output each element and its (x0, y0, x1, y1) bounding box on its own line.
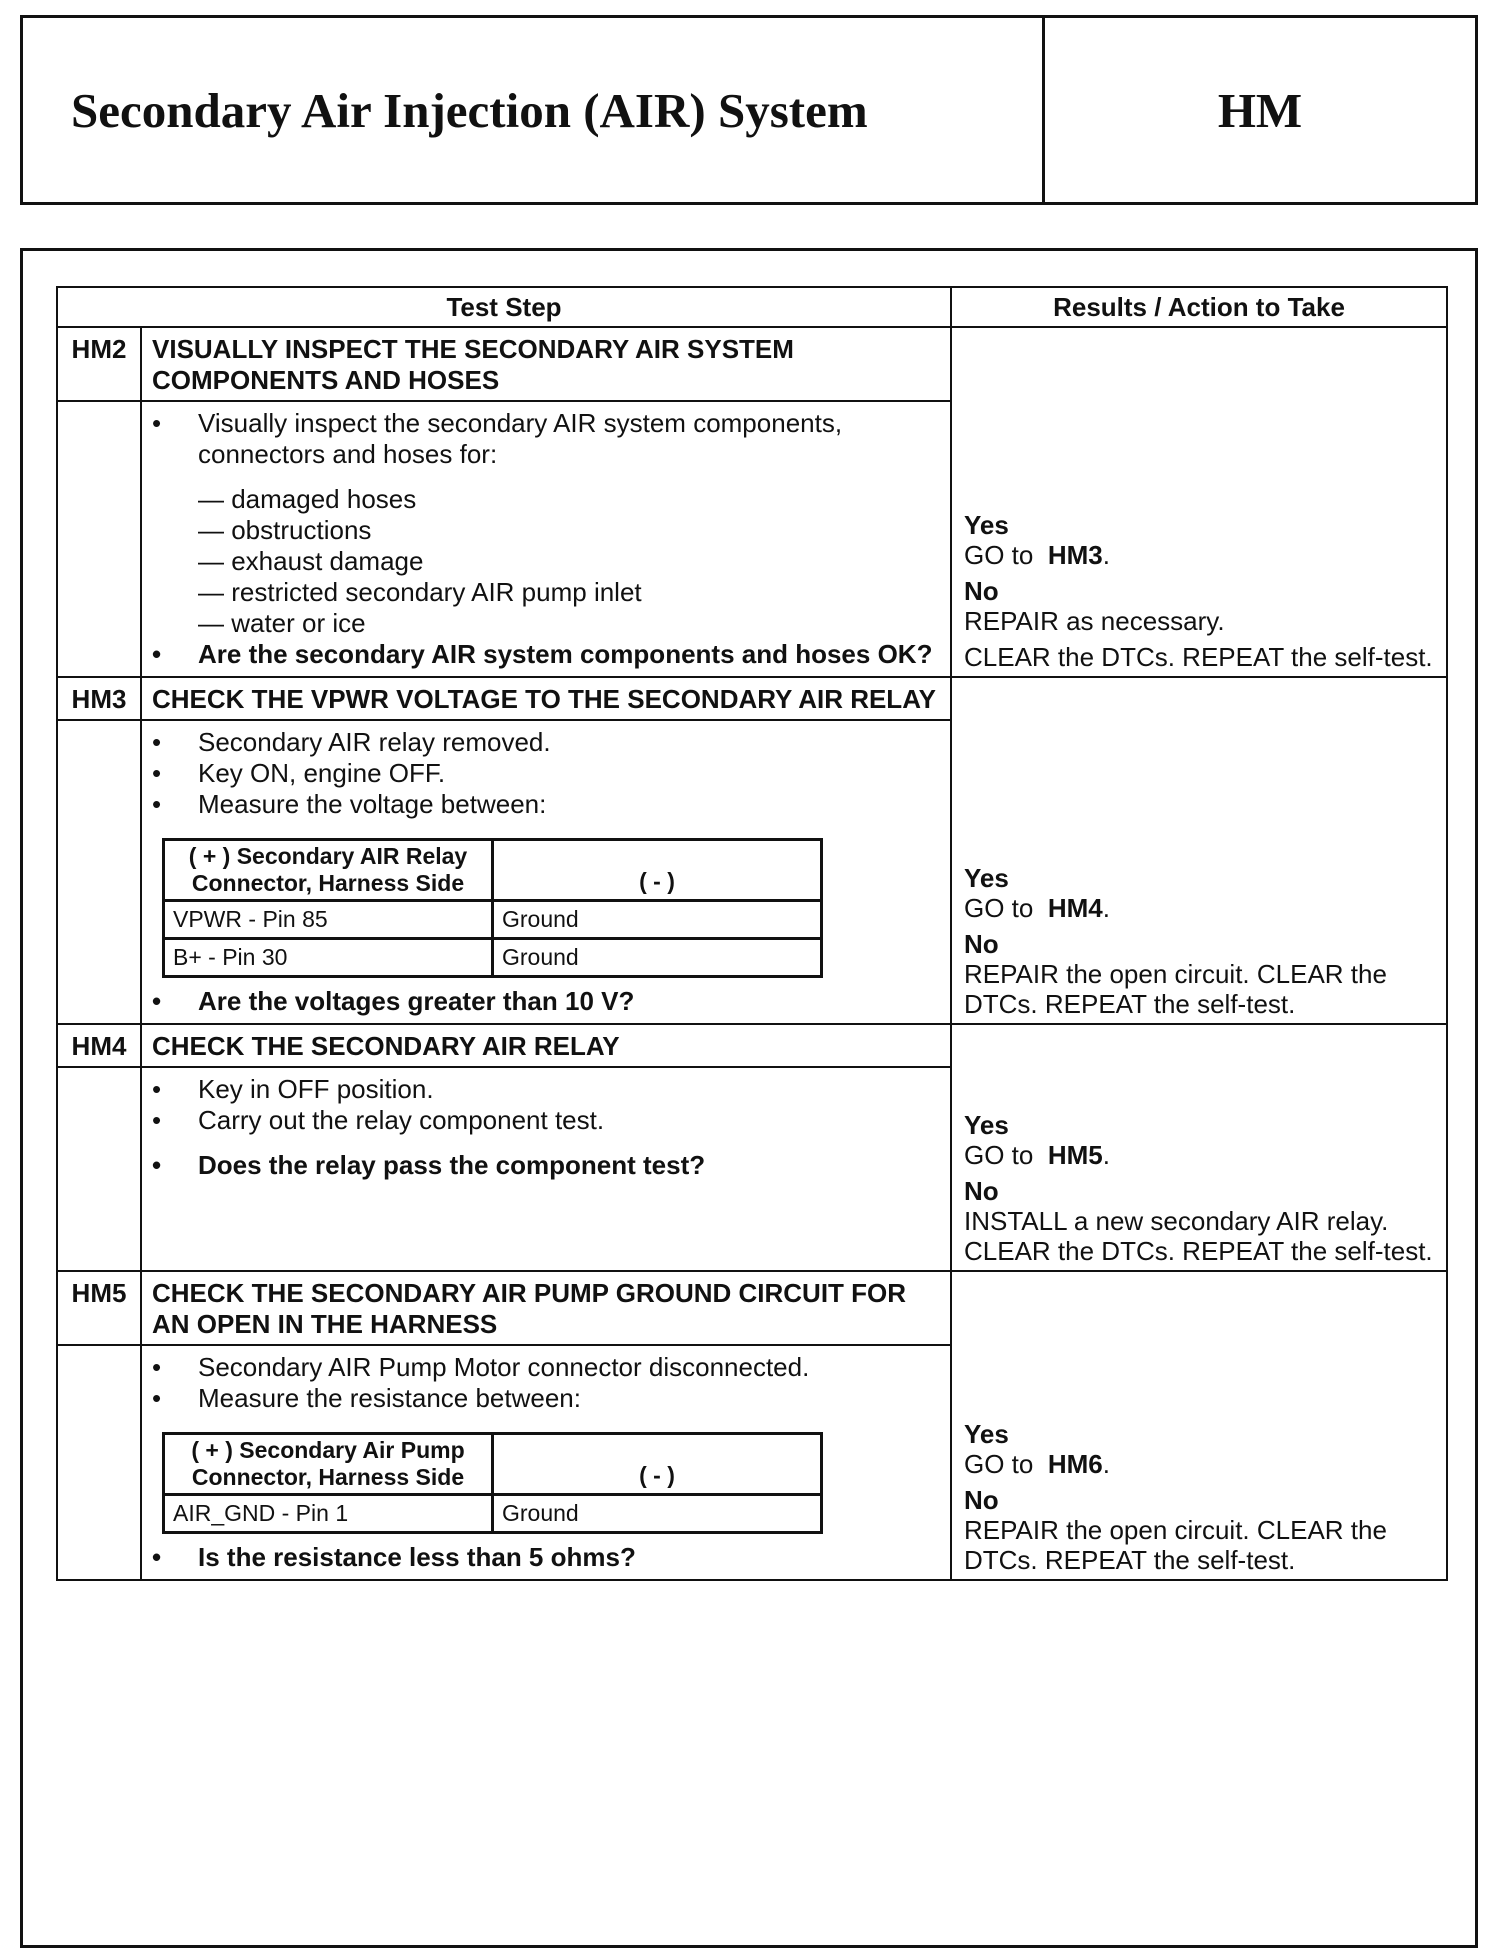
yes-action: GO to HM6. (964, 1449, 1110, 1479)
step-result (951, 327, 1447, 677)
step-body (141, 1345, 951, 1580)
no-action: INSTALL a new secondary AIR relay. CLEAR the DTCs. REPEAT the self-test. (964, 1206, 1433, 1266)
list-item: — restricted secondary AIR pump inlet (198, 577, 642, 607)
list-item: • Key in OFF position. (152, 1074, 434, 1104)
step-body (141, 401, 951, 677)
yes-label: Yes (964, 863, 1009, 893)
table-cell: Ground (493, 901, 822, 939)
table-cell: Ground (493, 1495, 822, 1533)
list-item: — exhaust damage (198, 546, 424, 576)
list-item: • Measure the voltage between: (152, 789, 547, 819)
step-id: HM5 (57, 1271, 141, 1345)
list-item: — water or ice (198, 608, 366, 638)
measurement-table (162, 1432, 823, 1534)
list-item: • Secondary AIR relay removed. (152, 727, 551, 757)
table-cell: Ground (493, 939, 822, 977)
step-heading: VISUALLY INSPECT THE SECONDARY AIR SYSTEM COMPONENTS AND HOSES (141, 327, 951, 401)
step-question: • Is the resistance less than 5 ohms? (152, 1542, 636, 1572)
list-item: • Visually inspect the secondary AIR system components, connectors and hoses for: (152, 408, 843, 469)
list-item: • Measure the resistance between: (152, 1383, 581, 1413)
list-item: • Carry out the relay component test. (152, 1105, 605, 1135)
sub-header-negative: ( - ) (493, 1434, 822, 1495)
yes-label: Yes (964, 1419, 1009, 1449)
list-item: • Key ON, engine OFF. (152, 758, 446, 788)
col-header-test-step: Test Step (57, 287, 951, 327)
page-title: Secondary Air Injection (AIR) System (23, 18, 1045, 202)
step-result (951, 677, 1447, 1024)
no-action: REPAIR as necessary. (964, 606, 1225, 636)
no-label: No (964, 1485, 999, 1515)
no-action-2: CLEAR the DTCs. REPEAT the self-test. (964, 642, 1433, 672)
step-question: • Are the voltages greater than 10 V? (152, 986, 635, 1016)
list-item: — obstructions (198, 515, 372, 545)
yes-label: Yes (964, 1110, 1009, 1140)
list-item: • Secondary AIR Pump Motor connector disconnected. (152, 1352, 810, 1382)
step-heading: CHECK THE SECONDARY AIR RELAY (141, 1024, 951, 1067)
step-id: HM4 (57, 1024, 141, 1067)
sub-header-positive: ( + ) Secondary Air Pump Connector, Harness Side (164, 1434, 493, 1495)
table-cell: B+ - Pin 30 (164, 939, 493, 977)
step-question: • Are the secondary AIR system components and hoses OK? (152, 639, 933, 669)
step-question: • Does the relay pass the component test? (152, 1150, 706, 1180)
title-box (20, 15, 1478, 205)
no-action: REPAIR the open circuit. CLEAR the DTCs. REPEAT the self-test. (964, 959, 1387, 1019)
table-cell: VPWR - Pin 85 (164, 901, 493, 939)
measurement-table (162, 838, 823, 978)
yes-action: GO to HM4. (964, 893, 1110, 923)
list-item: — damaged hoses (198, 484, 417, 514)
step-heading: CHECK THE VPWR VOLTAGE TO THE SECONDARY AIR RELAY (141, 677, 951, 720)
section-code: HM (1217, 82, 1303, 138)
step-result (951, 1271, 1447, 1580)
step-heading: CHECK THE SECONDARY AIR PUMP GROUND CIRCUIT FOR AN OPEN IN THE HARNESS (141, 1271, 951, 1345)
step-id: HM2 (57, 327, 141, 401)
no-label: No (964, 929, 999, 959)
table-cell: AIR_GND - Pin 1 (164, 1495, 493, 1533)
yes-action: GO to HM5. (964, 1140, 1110, 1170)
test-step-table (56, 286, 1448, 1581)
step-result (951, 1024, 1447, 1271)
no-action: REPAIR the open circuit. CLEAR the DTCs. REPEAT the self-test. (964, 1515, 1387, 1575)
no-label: No (964, 1176, 999, 1206)
sub-header-negative: ( - ) (493, 840, 822, 901)
content-frame (20, 248, 1478, 1948)
step-body (141, 1067, 951, 1271)
col-header-results: Results / Action to Take (951, 287, 1447, 327)
yes-label: Yes (964, 510, 1009, 540)
step-body (141, 720, 951, 1024)
step-id: HM3 (57, 677, 141, 720)
no-label: No (964, 576, 999, 606)
yes-action: GO to HM3. (964, 540, 1110, 570)
sub-header-positive: ( + ) Secondary AIR Relay Connector, Harness Side (164, 840, 493, 901)
